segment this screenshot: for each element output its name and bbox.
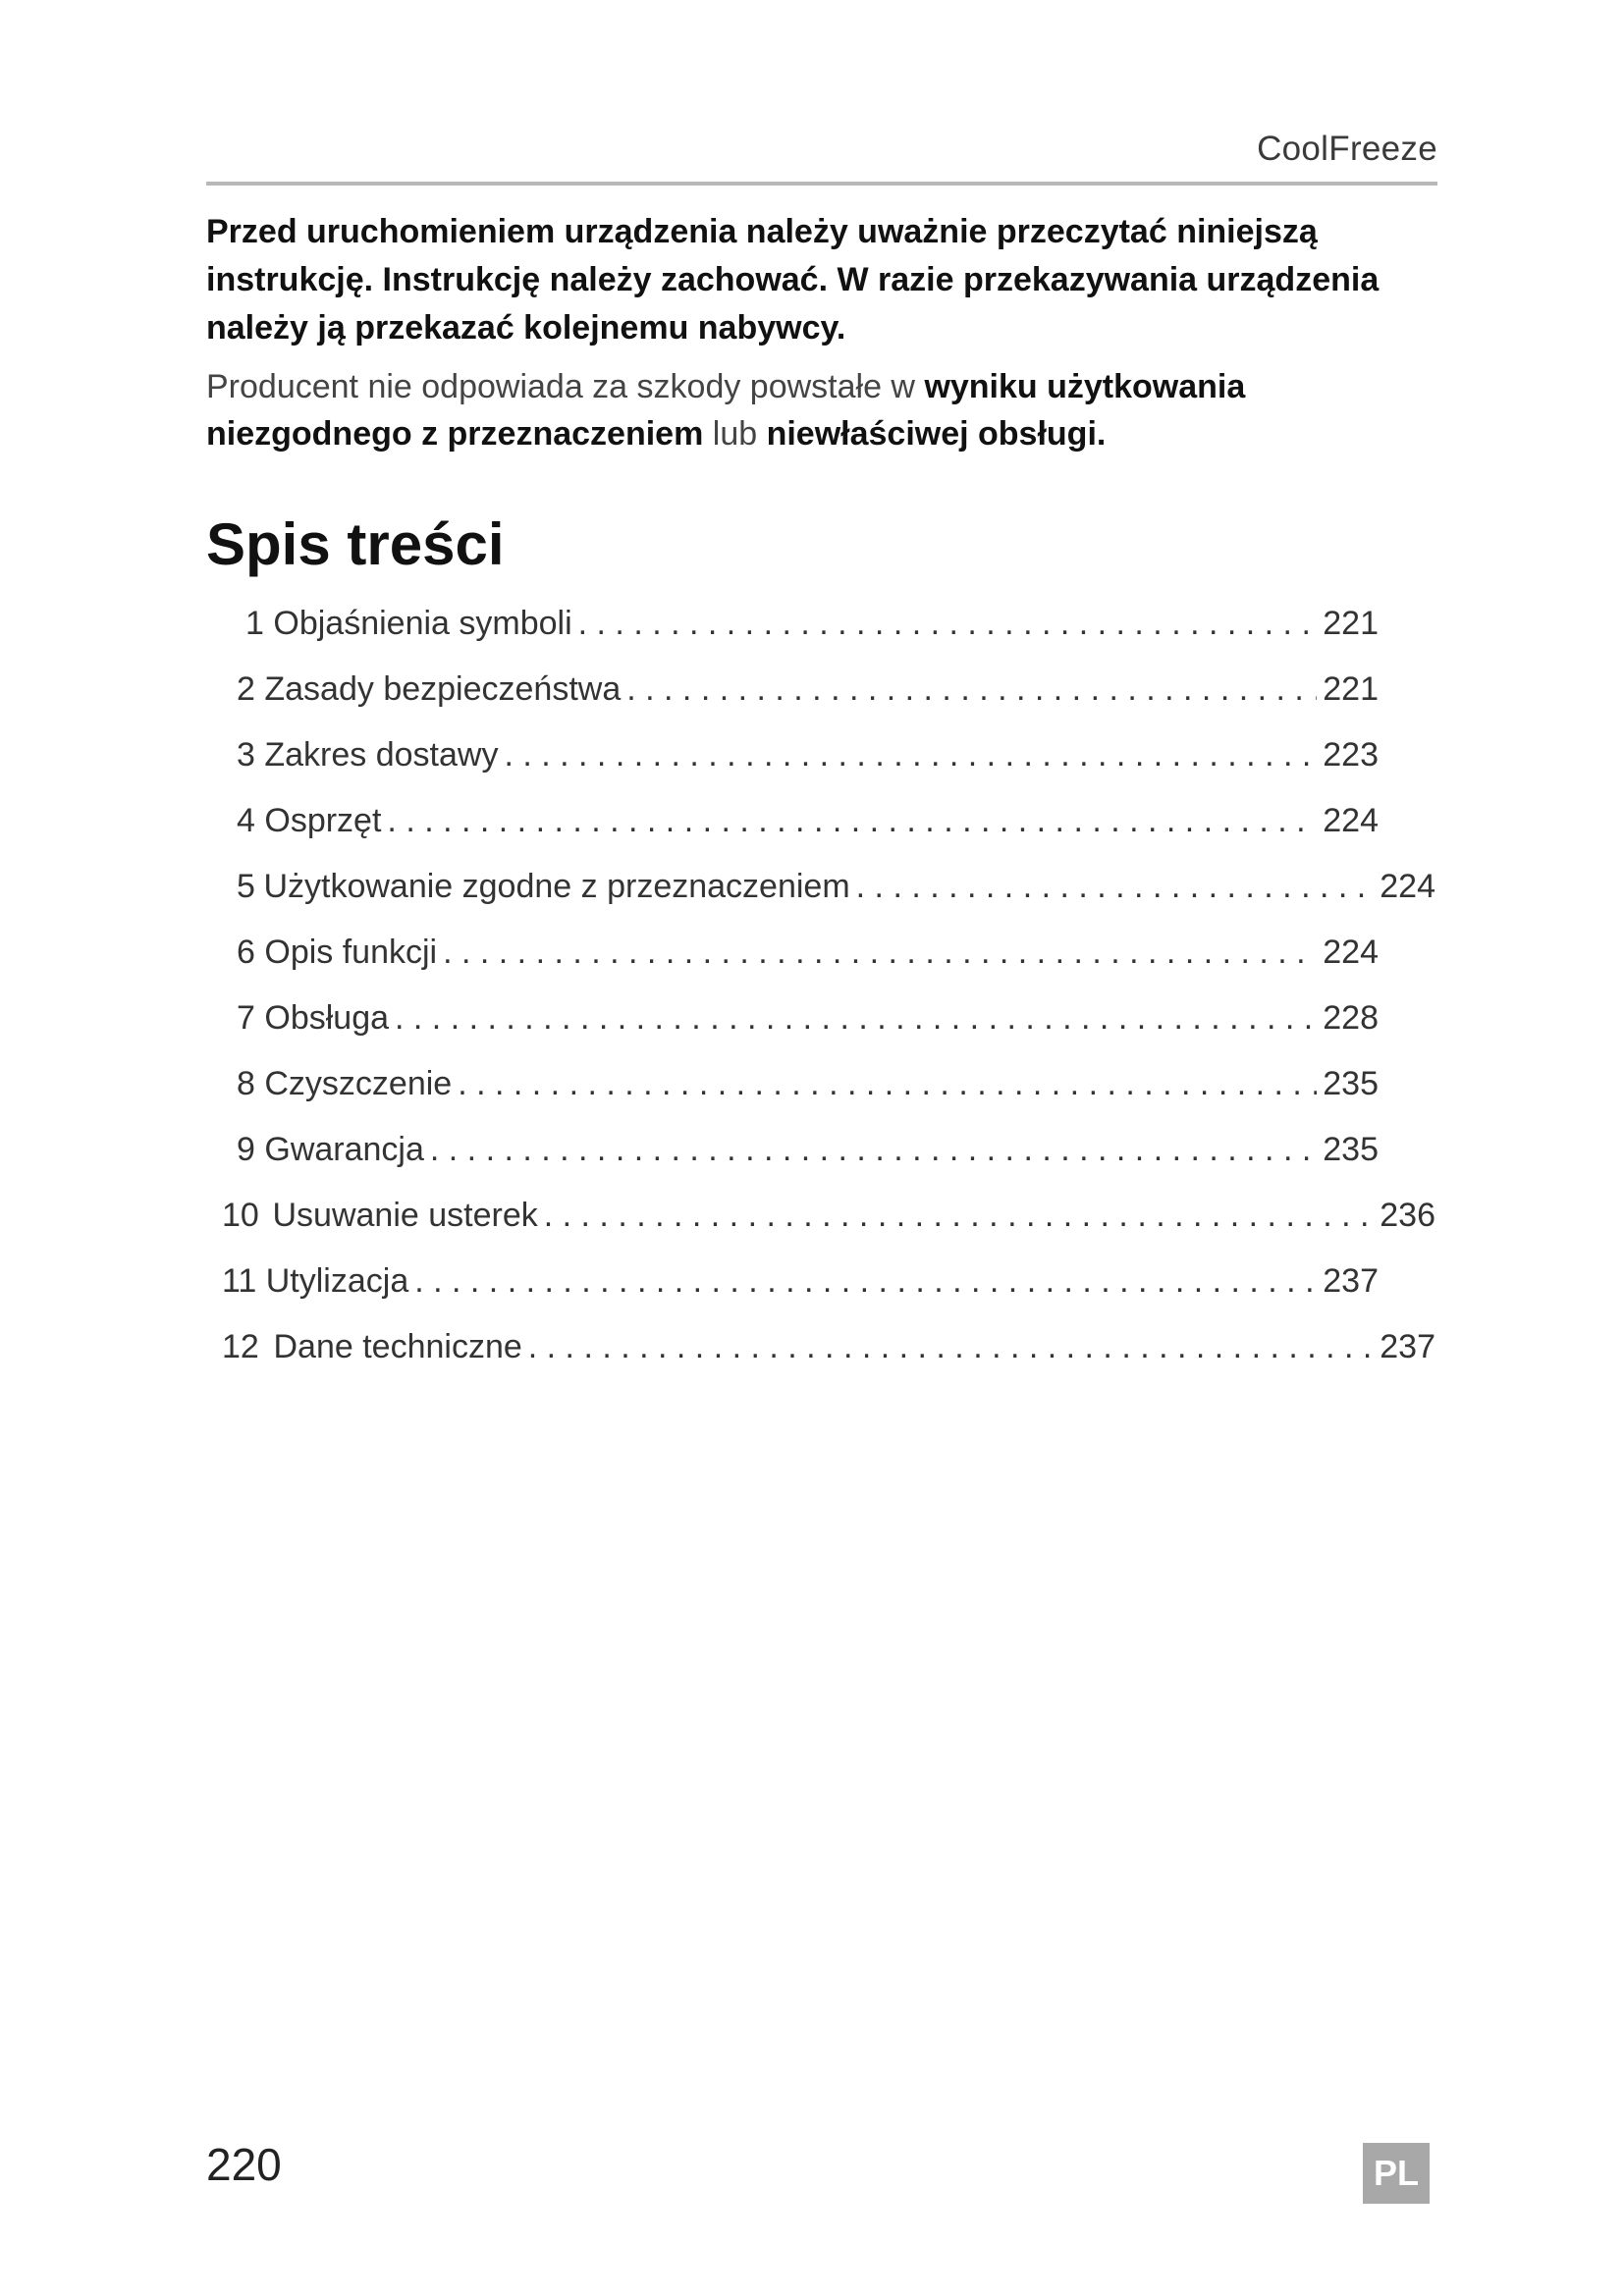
toc-dot-leader	[578, 605, 1318, 643]
toc-entry-number: 9	[237, 1131, 255, 1168]
toc-dot-leader	[395, 999, 1317, 1038]
toc-entry-page: 223	[1323, 736, 1379, 774]
toc-entry-label: Opis funkcji	[264, 934, 438, 971]
header-divider	[206, 182, 1437, 186]
toc-entry[interactable]	[222, 1197, 1435, 1246]
toc-title: Spis treści	[206, 511, 505, 577]
toc-entry-number: 5	[237, 868, 255, 905]
toc-entry-label: Czyszczenie	[264, 1065, 453, 1102]
toc-entry-page: 235	[1323, 1065, 1379, 1102]
toc-dot-leader	[387, 802, 1317, 840]
toc-entry[interactable]	[237, 670, 1379, 720]
disclaimer-part-1: Producent nie odpowiada za szkody powstałe w	[206, 368, 925, 405]
toc-entry-number: 2	[237, 670, 255, 708]
toc-entry[interactable]	[237, 1065, 1379, 1114]
toc-entry-number: 1	[245, 605, 264, 642]
toc-entry-label: Objaśnienia symboli	[273, 605, 572, 642]
toc-dot-leader	[504, 736, 1317, 774]
toc-entry[interactable]	[222, 1328, 1435, 1377]
toc-entry-page: 221	[1323, 670, 1379, 708]
toc-dot-leader	[856, 868, 1375, 906]
toc-entry[interactable]	[237, 999, 1379, 1048]
toc-entry-page: 236	[1380, 1197, 1435, 1234]
toc-entry-page: 228	[1323, 999, 1379, 1037]
toc-entry-number: 11	[222, 1262, 257, 1300]
toc-entry-page: 235	[1323, 1131, 1379, 1168]
toc-dot-leader	[414, 1262, 1317, 1301]
toc-entry[interactable]	[237, 868, 1435, 917]
toc-entry-page: 237	[1380, 1328, 1435, 1365]
toc-dot-leader	[528, 1328, 1375, 1366]
toc-entry-label: Użytkowanie zgodne z przeznaczeniem	[263, 868, 850, 905]
toc-dot-leader	[544, 1197, 1375, 1235]
toc-entry-label: Osprzęt	[264, 802, 382, 839]
toc-dot-leader	[458, 1065, 1317, 1103]
toc-dot-leader	[626, 670, 1317, 709]
toc-entry-label: Zasady bezpieczeństwa	[264, 670, 622, 708]
toc-entry-page: 221	[1323, 605, 1379, 642]
language-badge: PL	[1363, 2143, 1430, 2204]
toc-entry-page: 224	[1380, 868, 1435, 905]
toc-entry[interactable]	[237, 1131, 1379, 1180]
toc-entry-number: 4	[237, 802, 255, 839]
toc-entry-label: Zakres dostawy	[264, 736, 499, 774]
disclaimer	[206, 363, 1423, 457]
page-number: 220	[206, 2139, 282, 2190]
disclaimer-bold-1: wyniku użytkowania niezgodnego z przeznaczeniem	[206, 368, 1246, 453]
toc-entry-label: Dane techniczne	[273, 1328, 522, 1365]
toc-entry-page: 237	[1323, 1262, 1379, 1300]
toc-entry[interactable]	[237, 802, 1379, 851]
toc-entry-label: Obsługa	[264, 999, 390, 1037]
toc-entry-page: 224	[1323, 802, 1379, 839]
toc-dot-leader	[443, 934, 1317, 972]
toc-entry[interactable]	[245, 605, 1379, 654]
toc-entry[interactable]	[222, 1262, 1379, 1311]
disclaimer-bold-2: niewłaściwej obsługi.	[766, 415, 1107, 453]
toc-entry-number: 3	[237, 736, 255, 774]
toc-entry[interactable]	[237, 934, 1379, 983]
intro-notice	[206, 208, 1423, 352]
toc-entry-number: 6	[237, 934, 255, 971]
toc-entry-label: Usuwanie usterek	[272, 1197, 538, 1234]
toc-entry-number: 8	[237, 1065, 255, 1102]
header-brand: CoolFreeze	[1257, 130, 1437, 168]
disclaimer-part-2: lub	[703, 415, 767, 453]
toc-entry-label: Utylizacja	[265, 1262, 409, 1300]
toc-entry-label: Gwarancja	[264, 1131, 424, 1168]
toc-entry-page: 224	[1323, 934, 1379, 971]
toc-entry-number: 10	[222, 1197, 259, 1234]
toc-entry[interactable]	[237, 736, 1379, 785]
toc-entry-number: 7	[237, 999, 255, 1037]
toc-entry-number: 12	[222, 1328, 259, 1365]
toc-dot-leader	[430, 1131, 1317, 1169]
intro-text: Przed uruchomieniem urządzenia należy uważnie przeczytać niniejszą instrukcję. Instrukcję należy zachować. W razie przekazywania urządzenia należy ją przekazać kolejnemu nabywcy.	[206, 213, 1380, 347]
